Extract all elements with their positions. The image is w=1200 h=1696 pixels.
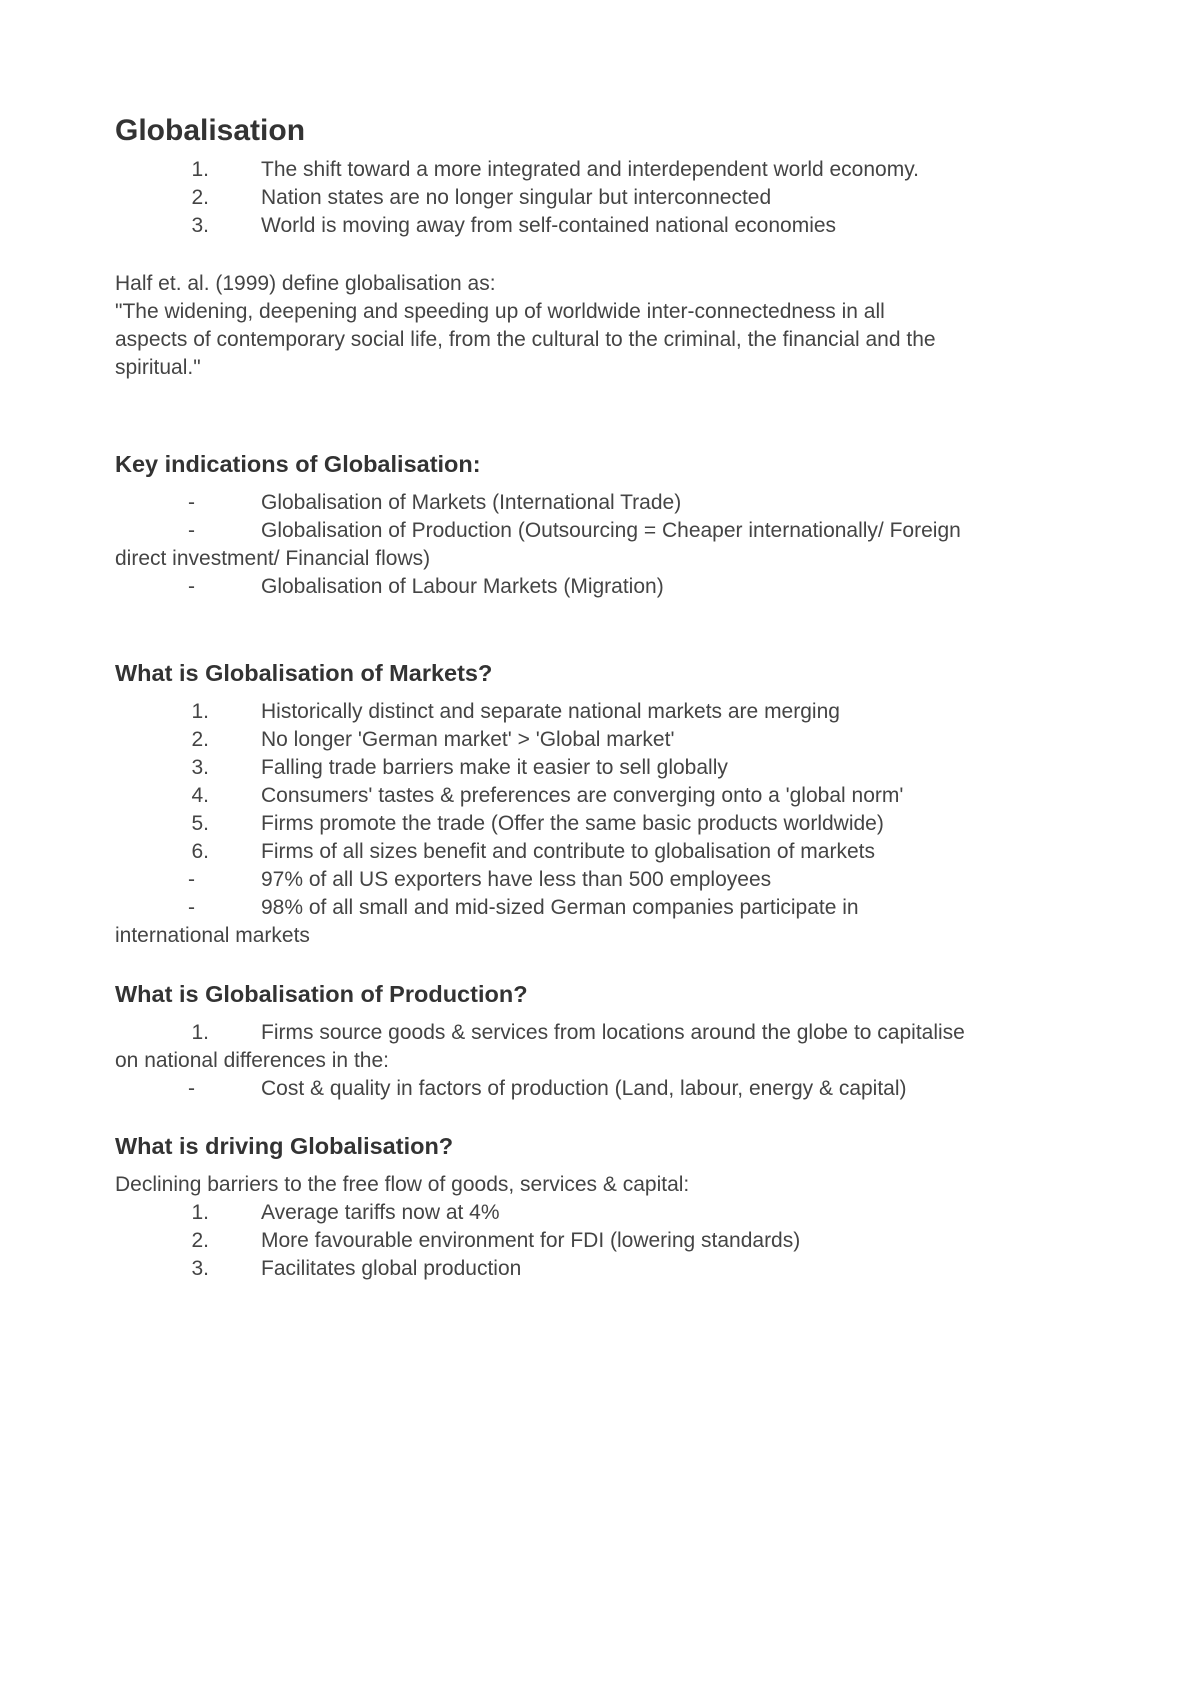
list-marker: - xyxy=(188,491,195,514)
list-continuation: direct investment/ Financial flows) xyxy=(115,547,431,570)
list-marker: - xyxy=(188,868,195,891)
definition-quote-line: aspects of contemporary social life, from the cultural to the criminal, the financial and the xyxy=(115,328,936,351)
list-text: The shift toward a more integrated and interdependent world economy. xyxy=(261,158,919,181)
page-title: Globalisation xyxy=(115,114,306,147)
section-heading-driving: What is driving Globalisation? xyxy=(115,1133,454,1159)
definition-quote-line: "The widening, deepening and speeding up of worldwide inter-connectedness in all xyxy=(115,300,885,323)
list-marker: 2. xyxy=(191,186,209,209)
list-marker: 2. xyxy=(191,1229,209,1252)
list-text: Nation states are no longer singular but interconnected xyxy=(261,186,772,209)
list-text: World is moving away from self-contained national economies xyxy=(261,214,837,237)
section-heading-key-indications: Key indications of Globalisation: xyxy=(115,451,481,477)
list-text: 98% of all small and mid-sized German companies participate in xyxy=(261,896,859,919)
list-text: Average tariffs now at 4% xyxy=(261,1201,500,1224)
list-marker: 6. xyxy=(191,840,209,863)
list-text: Historically distinct and separate national markets are merging xyxy=(261,700,840,723)
list-text: Consumers' tastes & preferences are converging onto a 'global norm' xyxy=(261,784,904,807)
list-text: Firms of all sizes benefit and contribute to globalisation of markets xyxy=(261,840,875,863)
list-text: No longer 'German market' > 'Global market' xyxy=(261,728,675,751)
list-marker: 3. xyxy=(191,1257,209,1280)
list-marker: - xyxy=(188,575,195,598)
list-continuation: on national differences in the: xyxy=(115,1049,389,1072)
list-text: Globalisation of Labour Markets (Migration) xyxy=(261,575,664,598)
section-heading-production: What is Globalisation of Production? xyxy=(115,981,528,1007)
list-marker: 1. xyxy=(191,700,209,723)
list-marker: 1. xyxy=(191,158,209,181)
list-text: Firms source goods & services from locations around the globe to capitalise xyxy=(261,1021,965,1044)
list-text: Falling trade barriers make it easier to sell globally xyxy=(261,756,728,779)
list-text: Facilitates global production xyxy=(261,1257,522,1280)
list-text: 97% of all US exporters have less than 500 employees xyxy=(261,868,772,891)
list-text: Globalisation of Markets (International Trade) xyxy=(261,491,682,514)
list-marker: 4. xyxy=(191,784,209,807)
list-marker: - xyxy=(188,896,195,919)
list-marker: 2. xyxy=(191,728,209,751)
section-heading-markets: What is Globalisation of Markets? xyxy=(115,660,493,686)
list-text: Firms promote the trade (Offer the same basic products worldwide) xyxy=(261,812,884,835)
definition-lead: Half et. al. (1999) define globalisation as: xyxy=(115,272,496,295)
list-text: Globalisation of Production (Outsourcing = Cheaper internationally/ Foreign xyxy=(261,519,961,542)
list-marker: 1. xyxy=(191,1021,209,1044)
list-marker: - xyxy=(188,519,195,542)
definition-quote-line: spiritual." xyxy=(115,356,201,379)
section-lead: Declining barriers to the free flow of goods, services & capital: xyxy=(115,1173,690,1196)
list-marker: 3. xyxy=(191,756,209,779)
list-text: Cost & quality in factors of production (Land, labour, energy & capital) xyxy=(261,1077,907,1100)
list-marker: - xyxy=(188,1077,195,1100)
list-marker: 5. xyxy=(191,812,209,835)
list-marker: 1. xyxy=(191,1201,209,1224)
list-marker: 3. xyxy=(191,214,209,237)
list-continuation: international markets xyxy=(115,924,310,947)
list-text: More favourable environment for FDI (lowering standards) xyxy=(261,1229,801,1252)
